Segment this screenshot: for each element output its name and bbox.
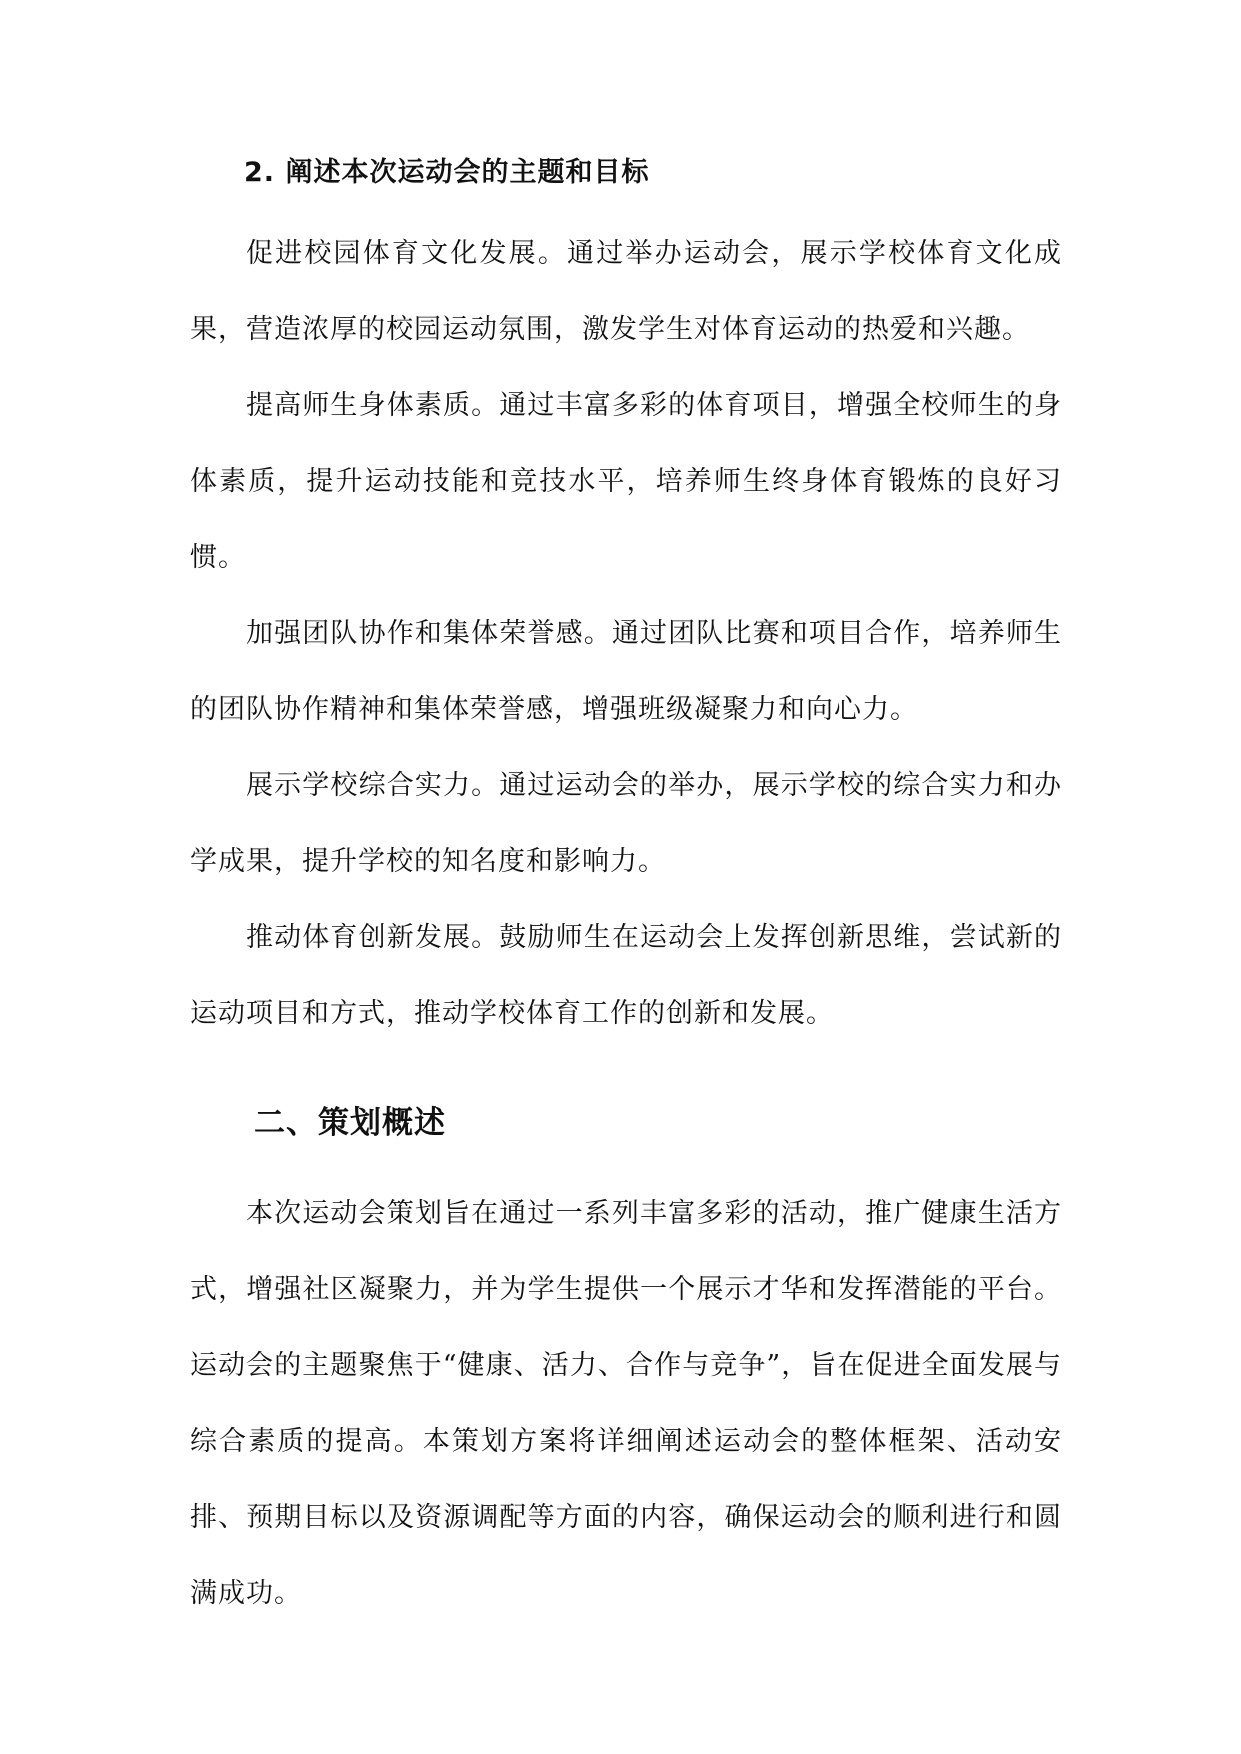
paragraph-teamwork: 加强团队协作和集体荣誉感。通过团队比赛和项目合作，培养师生的团队协作精神和集体荣誉感，增强班级凝聚力和向心力。 (190, 618, 1062, 725)
paragraph-overview: 本次运动会策划旨在通过一系列丰富多彩的活动，推广健康生活方式，增强社区凝聚力，并为学生提供一个展示才华和发挥潜能的平台。运动会的主题聚焦于“健康、活力、合作与竞争”，旨在促进全面发展与综合素质的提高。本策划方案将详细阐述运动会的整体框架、活动安排、预期目标以及资源调配等方面的内容，确保运动会的顺利进行和圆满成功。 (190, 1198, 1062, 1609)
subheading-theme-goals: 2. 阐述本次运动会的主题和目标 (244, 157, 650, 188)
spacer (190, 198, 1062, 216)
spacer (190, 1158, 1062, 1176)
page-content (190, 148, 1062, 1632)
paragraph-innovation: 推动体育创新发展。鼓励师生在运动会上发挥创新思维，尝试新的运动项目和方式，推动学校体育工作的创新和发展。 (190, 922, 1062, 1029)
paragraph-physical-fitness: 提高师生身体素质。通过丰富多彩的体育项目，增强全校师生的身体素质，提升运动技能和竞技水平，培养师生终身体育锻炼的良好习惯。 (190, 390, 1062, 573)
paragraph-school-strength: 展示学校综合实力。通过运动会的举办，展示学校的综合实力和办学成果，提升学校的知名度和影响力。 (190, 770, 1062, 877)
section-heading-overview: 二、策划概述 (254, 1105, 446, 1141)
paragraph-campus-culture: 促进校园体育文化发展。通过举办运动会，展示学校体育文化成果，营造浓厚的校园运动氛围，激发学生对体育运动的热爱和兴趣。 (190, 238, 1062, 345)
spacer (190, 1052, 1062, 1088)
